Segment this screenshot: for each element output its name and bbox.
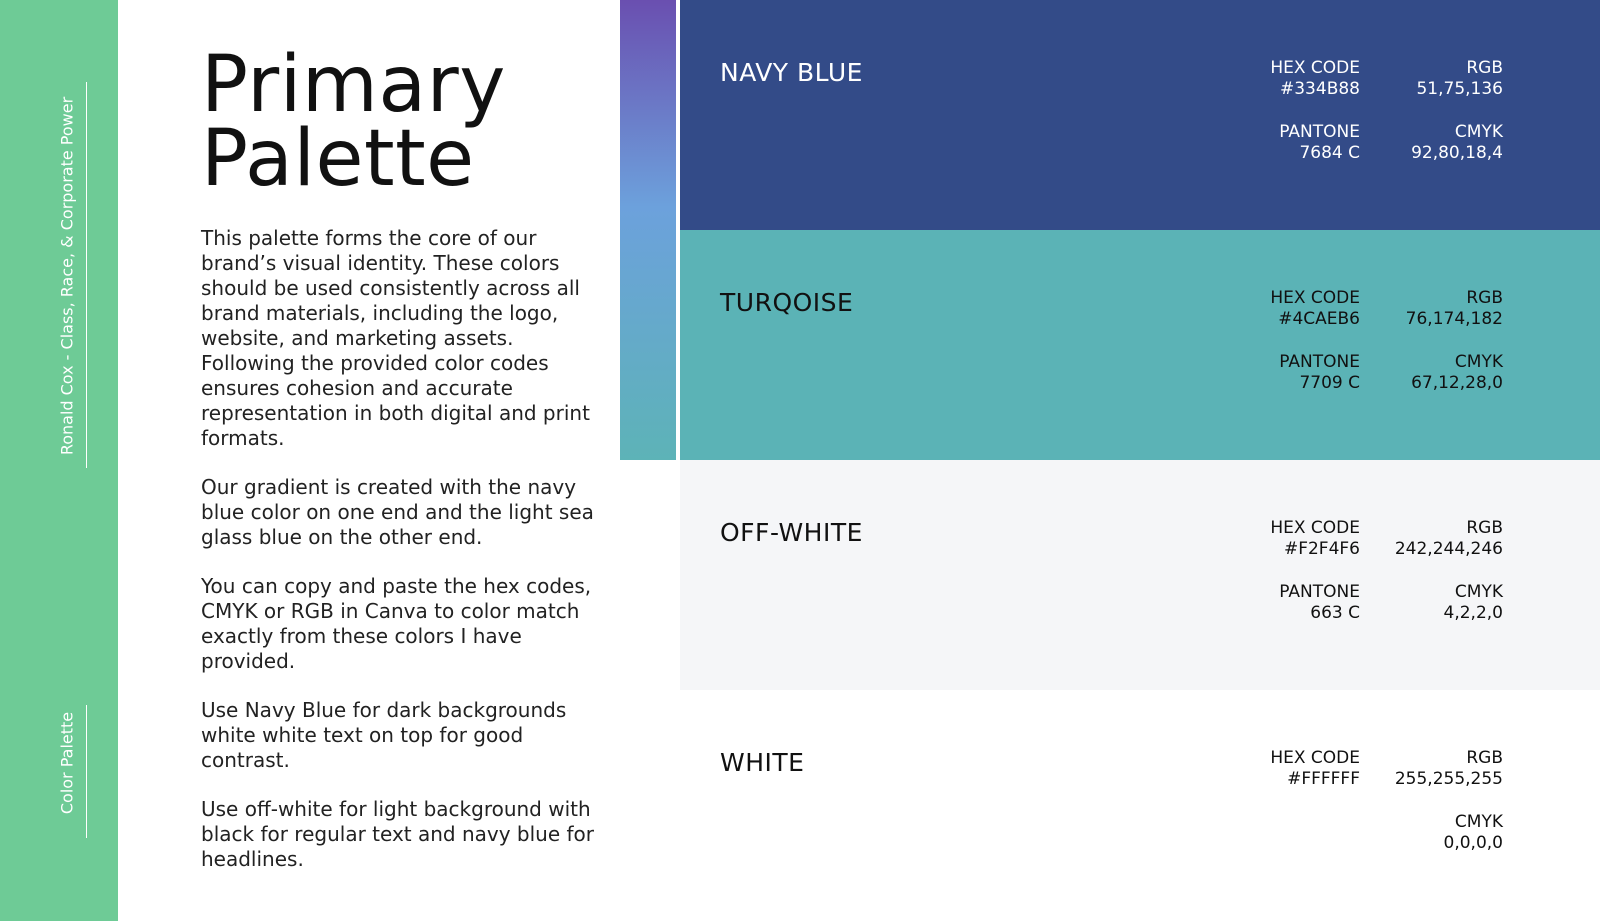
hex-code: [1270, 518, 1360, 560]
cmyk-code: [1411, 122, 1503, 164]
sidebar-divider-bottom: [86, 705, 87, 838]
hex-value: #FFFFFF: [1287, 769, 1360, 789]
offwhite-usage-paragraph: Use off-white for light background with black for regular text and navy blue for headlines.: [201, 797, 595, 871]
rgb-label: RGB: [1466, 288, 1503, 308]
cmyk-value: 92,80,18,4: [1411, 143, 1503, 163]
cmyk-label: CMYK: [1454, 812, 1503, 832]
hex-value: #334B88: [1280, 79, 1360, 99]
page-title: [201, 40, 506, 204]
sidebar-divider-top: [86, 82, 87, 468]
swatch-turquoise: [680, 230, 1600, 460]
pantone-value: 7684 C: [1299, 143, 1360, 163]
pantone-value: 663 C: [1310, 603, 1360, 623]
canva-paragraph: You can copy and paste the hex codes, CMYK or RGB in Canva to color match exactly from these colors I have provided.: [201, 574, 592, 673]
sidebar-section-label: Color Palette: [57, 711, 77, 815]
pantone-code: [1279, 122, 1360, 164]
cmyk-code: [1444, 582, 1503, 624]
pantone-label: PANTONE: [1279, 582, 1360, 602]
swatch-off-white: [680, 460, 1600, 690]
sidebar-title: Ronald Cox - Class, Race, & Corporate Power: [57, 96, 77, 456]
body-copy: [201, 226, 613, 896]
hex-label: HEX CODE: [1270, 748, 1360, 768]
swatch-name: TURQOISE: [720, 288, 854, 317]
cmyk-label: CMYK: [1454, 582, 1503, 602]
rgb-code: [1406, 288, 1503, 330]
pantone-label: PANTONE: [1279, 122, 1360, 142]
rgb-code: [1395, 518, 1503, 560]
rgb-code: [1416, 58, 1503, 100]
sidebar: [0, 0, 118, 921]
hex-value: #F2F4F6: [1283, 539, 1360, 559]
hex-value: #4CAEB6: [1278, 309, 1360, 329]
rgb-code: [1395, 748, 1503, 790]
hex-code: [1270, 748, 1360, 790]
rgb-value: 51,75,136: [1416, 79, 1503, 99]
pantone-value: 7709 C: [1299, 373, 1360, 393]
cmyk-value: 4,2,2,0: [1443, 603, 1503, 623]
cmyk-code: [1411, 352, 1503, 394]
cmyk-code: [1444, 812, 1503, 854]
page-title-line1: Primary: [201, 40, 506, 130]
hex-label: HEX CODE: [1270, 518, 1360, 538]
hex-code: [1270, 288, 1360, 330]
gradient-bar: [620, 0, 676, 460]
hex-label: HEX CODE: [1270, 58, 1360, 78]
rgb-label: RGB: [1466, 748, 1503, 768]
hex-label: HEX CODE: [1270, 288, 1360, 308]
hex-code: [1270, 58, 1360, 100]
cmyk-label: CMYK: [1454, 352, 1503, 372]
rgb-label: RGB: [1466, 518, 1503, 538]
swatch-name: NAVY BLUE: [720, 58, 863, 87]
swatch-name: WHITE: [720, 748, 805, 777]
pantone-code: [1279, 582, 1360, 624]
navy-usage-paragraph: Use Navy Blue for dark backgrounds white white text on top for good contrast.: [201, 698, 567, 772]
cmyk-value: 0,0,0,0: [1443, 833, 1503, 853]
page-title-line2: Palette: [201, 114, 475, 204]
swatch-name: OFF-WHITE: [720, 518, 863, 547]
swatch-white: [680, 690, 1600, 920]
rgb-value: 76,174,182: [1405, 309, 1503, 329]
intro-paragraph: This palette forms the core of our brand’s visual identity. These colors should be used consistently across all brand materials, including the logo, website, and marketing assets. Following the provided color codes ensures cohesion and accurate representation in both digital and print formats.: [201, 226, 590, 450]
rgb-value: 242,244,246: [1394, 539, 1503, 559]
cmyk-label: CMYK: [1454, 122, 1503, 142]
pantone-label: PANTONE: [1279, 352, 1360, 372]
cmyk-value: 67,12,28,0: [1411, 373, 1503, 393]
rgb-label: RGB: [1466, 58, 1503, 78]
pantone-code: [1279, 352, 1360, 394]
rgb-value: 255,255,255: [1394, 769, 1503, 789]
gradient-paragraph: Our gradient is created with the navy blue color on one end and the light sea glass blue on the other end.: [201, 475, 594, 549]
swatch-navy-blue: [680, 0, 1600, 230]
